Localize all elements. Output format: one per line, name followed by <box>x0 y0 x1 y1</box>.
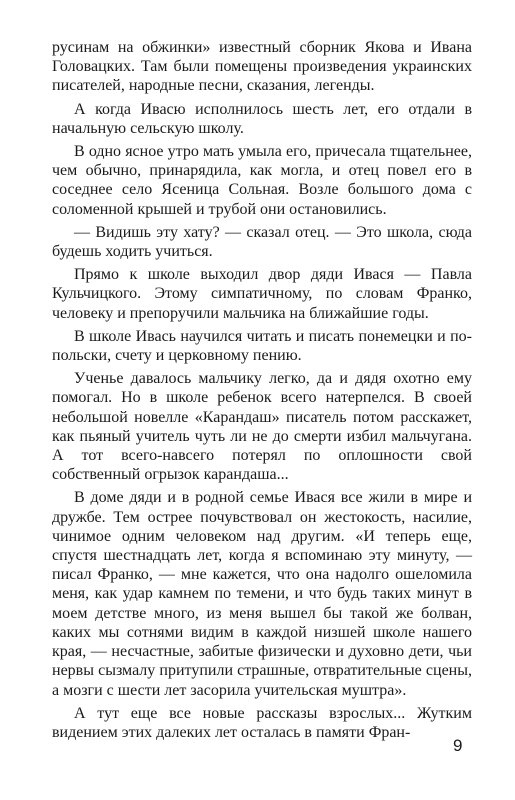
paragraph-9: А тут еще все новые рассказы взрослых... Жутким видением этих далеких лет осталась в памяти Фран- <box>52 704 472 741</box>
paragraph-5: Прямо к школе выходил двор дяди Ивася — Павла Кульчицкого. Этому симпатичному, по словам Франко, человеку и препоручили мальчика на ближайшие годы. <box>52 266 472 322</box>
page-text <box>52 38 472 746</box>
paragraph-1: русинам на обжинки» известный сборник Якова и Ивана Головацких. Там были помещены произведения украинских писателей, народные песни, сказания, легенды. <box>52 39 472 95</box>
paragraph-2: А когда Ивасю исполнилось шесть лет, его отдали в начальную сельскую школу. <box>52 100 472 137</box>
paragraph-8: В доме дяди и в родной семье Ивася все жили в мире и дружбе. Тем острее почувствовал он жестокость, насилие, чинимое одним человеком над другим. «И теперь еще, спустя шестнадцать лет, когда я вспоминаю эту минуту, — писал Франко, — мне кажется, что она надолго ошеломила меня, как удар камнем по темени, и что будь таких минут в моем детстве много, из меня вышел бы такой же болван, каких мы сотнями видим в каждой низшей школе нашего края, — несчастные, забитые физически и духовно дети, чьи нервы сызмалу притупили страшные, отвратительные сцены, а мозги с шести лет засорила учительская муштра». <box>52 489 472 699</box>
paragraph-4: — Видишь эту хату? — сказал отец. — Это школа, сюда будешь ходить учиться. <box>52 223 472 261</box>
paragraph-7: Ученье давалось мальчику легко, да и дядя охотно ему помогал. Но в школе ребенок всего натерпелся. В своей небольшой новелле «Карандаш» писатель потом расскажет, как пьяный учитель чуть ли не до смерти избил мальчугана. А тот всего-навсего потерял по оплошности свой собственный огрызок карандаша... <box>52 370 472 484</box>
page-number: 9 <box>453 736 463 755</box>
paragraph-3: В одно ясное утро мать умыла его, причесала тщательнее, чем обычно, принарядила, как могла, и отец повел его в соседнее село Ясеница Сольная. Возле большого дома с соломенной крышей и трубой они остановились. <box>52 143 472 218</box>
paragraph-6: В школе Ивась научился читать и писать понемецки и по-польски, счету и церковному пению. <box>52 327 472 365</box>
